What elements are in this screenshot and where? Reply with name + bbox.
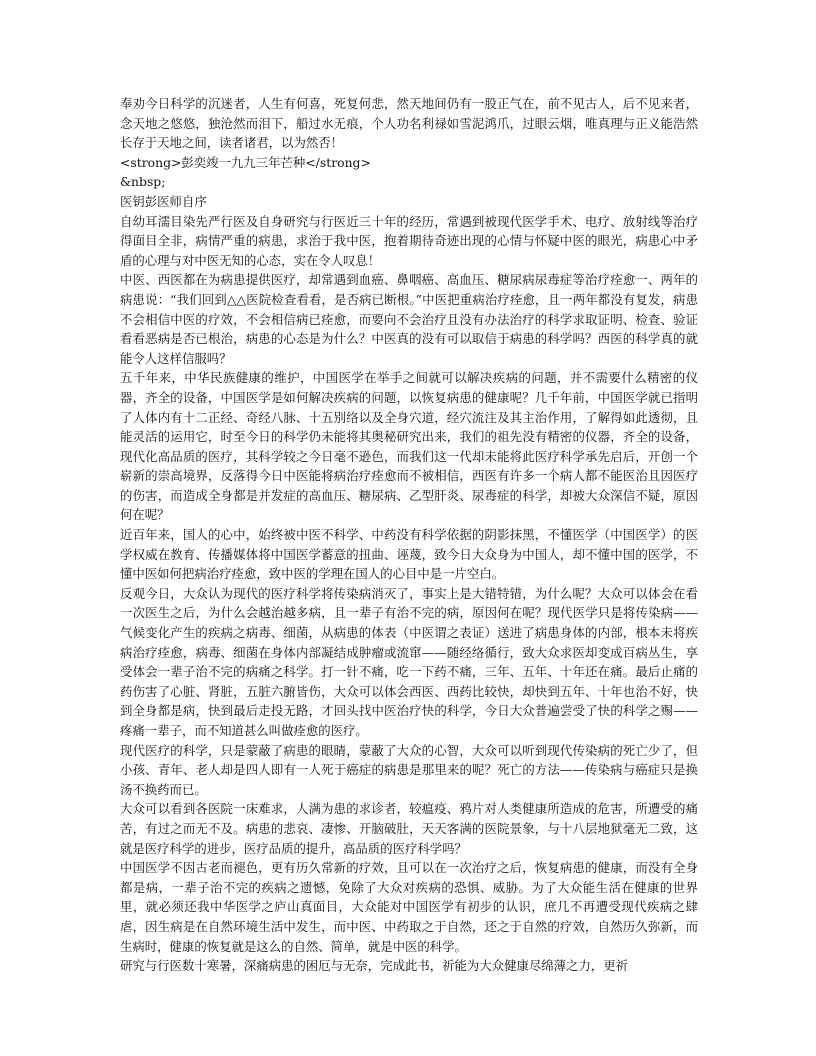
paragraph-past-century: 近百年来，国人的心中，始终被中医不科学、中药没有科学依据的阴影抹黑，不懂医学（中国医学）的医学权威在教育、传播媒体将中国医学蓄意的扭曲、诬蔑，致今日大众身为中国人，却不懂中国的医学，不懂中医如何把病治疗痊愈，致中医的学理在国人的心目中是一片空白。 <box>120 527 698 582</box>
paragraph-preface-intro: 自幼耳濡目染先严行医及自身研究与行医近三十年的经历，常遇到被现代医学手术、电疗、放射线等治疗得面目全非，病情严重的病患，求治于我中医，抱着期待奇迹出现的心情与怀疑中医的眼光，病患心中矛盾的心理与对中医无知的心态，实在令人叹息！ <box>120 213 698 268</box>
paragraph-closing-exhortation: 奉劝今日科学的沉迷者，人生有何喜，死复何悲，然天地间仍有一股正气在，前不见古人，后不见来者，念天地之悠悠，独沧然而泪下，船过水无痕，个人功名利禄如雪泥鸿爪，过眼云烟，唯真理与正义能浩然长存于天地之间，读者诸君，以为然否！ <box>120 96 698 151</box>
paragraph-raw-nbsp: &nbsp; <box>120 174 166 190</box>
paragraph-contemporary-view: 反观今日，大众认为现代的医疗科学将传染病消灭了，事实上是大错特错，为什么呢？大众可以体会在看一次医生之后，为什么会越治越多病，且一辈子有治不完的病，原因何在呢？现代医学只是将传染病——气候变化产生的疾病之病毒、细菌，从病患的体表（中医谓之表证）送进了病患身体的内部，根本未将疾病治疗痊愈，病毒、细菌在身体内部凝结成肿瘤或流窜——随经络循行，致大众求医却变成百病丛生，享受体会一辈子治不完的病痛之科学。打一针不痛，吃一下药不痛，三年、五年、十年还在痛。最后止痛的药伤害了心脏、肾脏，五脏六腑皆伤，大众可以体会西医、西药比较快，却快到五年、十年也治不好，快到全身都是病，快到最后走投无路，才回头找中医治疗快的科学，今日大众普遍尝受了快的科学之赐——疼痛一辈子，而不知道甚么叫做痊愈的医疗。 <box>120 585 698 738</box>
paragraph-chinese-medicine-enduring: 中国医学不因古老而褪色，更有历久常新的疗效，且可以在一次治疗之后，恢复病患的健康，而没有全身都是病，一辈子治不完的疾病之遗憾，免除了大众对疾病的恐惧、威胁。为了大众能生活在健康的世界里，就必须还我中华医学之庐山真面目，大众能对中国医学有初步的认识，庶几不再遭受现代疾病之肆虐，因生病是在自然环境生活中发生，而中医、中药取之于自然，还之于自然的疗效，自然历久弥新，而生病时，健康的恢复就是这么的自然、简单，就是中医的科学。 <box>120 860 698 954</box>
paragraph-chinese-western-medicine: 中医、西医都在为病患提供医疗，却常遇到血癌、鼻咽癌、高血压、糖尿病尿毒症等治疗痊愈一、两年的病患说：“我们回到△△医院检查看看，是否病已断根。”中医把重病治疗痊愈，且一两年都没有复发，病患不会相信中医的疗效，不会相信病已痊愈，而要向不会治疗且没有办法治疗的科学求取证明、检查、验证看看恶病是否已根治，病患的心态是为什么？中医真的没有可以取信于病患的科学吗？西医的科学真的就能令人这样信服吗？ <box>120 272 698 366</box>
paragraph-research-closing: 研究与行医数十寒暑，深痛病患的困厄与无奈，完成此书，祈能为大众健康尽绵薄之力，更祈 <box>120 958 629 974</box>
paragraph-hospital-scenes: 大众可以看到各医院一床难求，人满为患的求诊者，较瘟疫、鸦片对人类健康所造成的危害，所遭受的痛苦，有过之而无不及。病患的悲哀、凄惨、开脑破肚，天天客满的医院景象，与十八层地狱毫无二致，这就是医疗科学的进步，医疗品质的提升，高品质的医疗科学吗？ <box>120 801 698 856</box>
preface-title: 医钥彭医师自序 <box>120 193 207 209</box>
document-body <box>120 94 698 976</box>
paragraph-five-thousand-years: 五千年来，中华民族健康的维护，中国医学在举手之间就可以解决疾病的问题，并不需要什么精密的仪器，齐全的设备，中国医学是如何解决疾病的问题，以恢复病患的健康呢？几千年前，中国医学就已指明了人体内有十二正经、奇经八脉、十五别络以及全身穴道，经穴流注及其主治作用，了解得如此透彻，且能灵活的运用它，时至今日的科学仍未能将其奥秘研究出来，我们的祖先没有精密的仪器，齐全的设备，现代化高品质的医疗，其科学较之今日毫不逊色，而我们这一代却未能将此医疗科学承先启后，开创一个崭新的崇高境界，反落得今日中医能将病治疗痊愈而不被相信，西医有许多一个病人都不能医治且因医疗的伤害，而造成全身都是并发症的高血压、糖尿病、乙型肝炎、尿毒症的科学，却被大众深信不疑，原因何在呢？ <box>120 370 698 523</box>
paragraph-modern-medicine-science: 现代医疗的科学，只是蒙蔽了病患的眼睛，蒙蔽了大众的心智，大众可以听到现代传染病的死亡少了，但小孩、青年、老人却是四人即有一人死于癌症的病患是那里来的呢？死亡的方法——传染病与癌症只是换汤不换药而已。 <box>120 742 698 797</box>
paragraph-signature-raw-tag: <strong>彭奕竣一九九三年芒种</strong> <box>120 154 371 170</box>
